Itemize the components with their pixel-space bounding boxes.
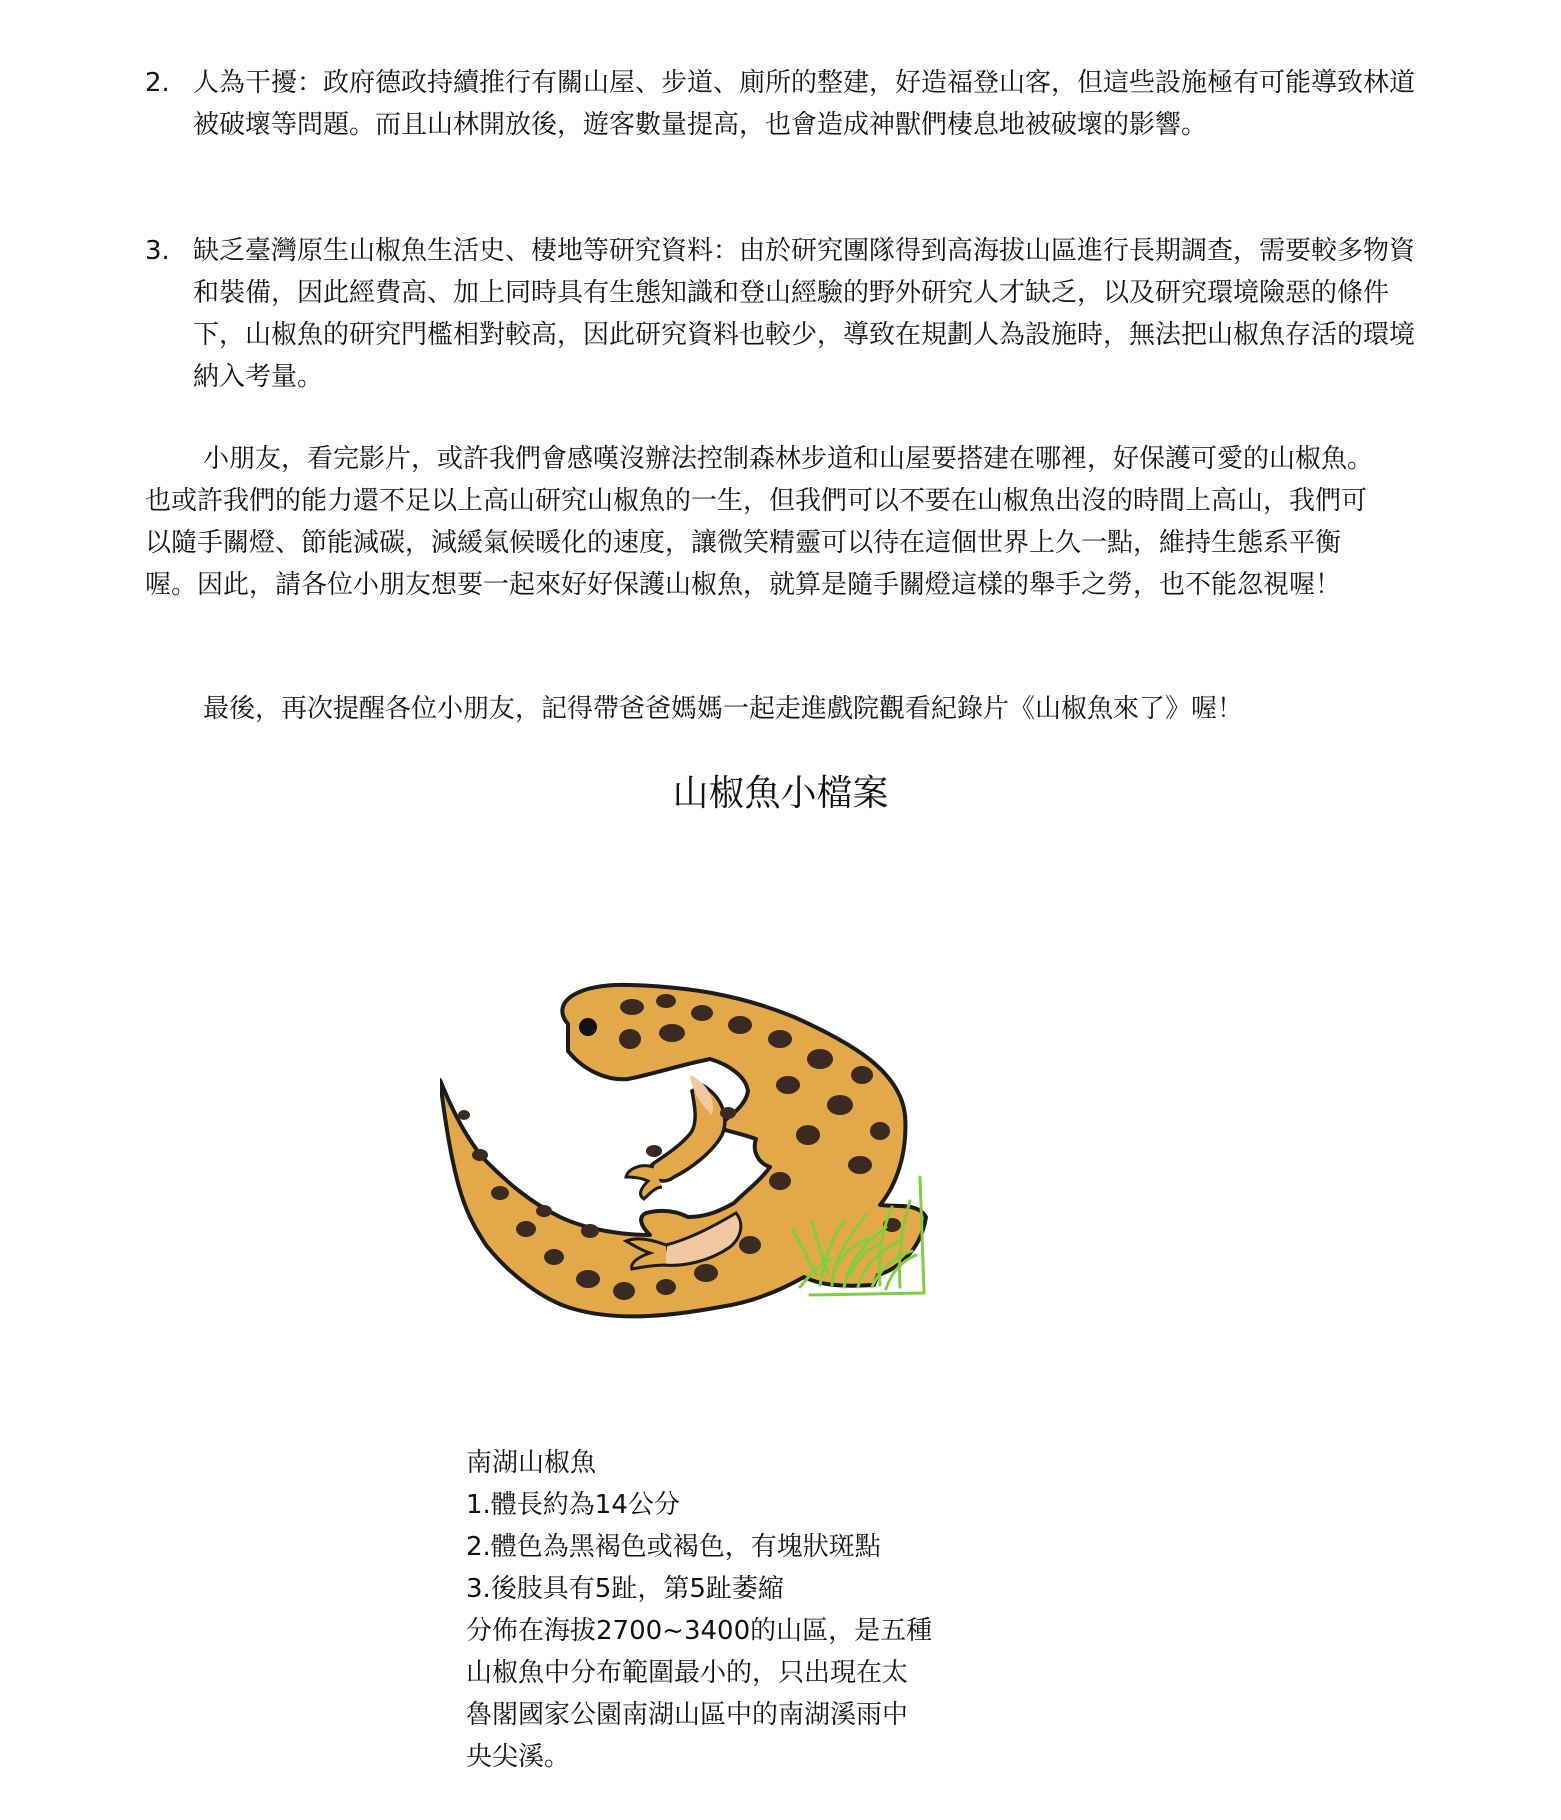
list-text: 缺乏臺灣原生山椒魚生活史、棲地等研究資料：由於研究團隊得到高海拔山區進行長期調查，需要較多物資和裝備，因此經費高、加上同時具有生態知識和登山經驗的野外研究人才缺乏，以及研究環境險惡的條件下，山椒魚的研究門檻相對較高，因此研究資料也較少，導致在規劃人為設施時，無法把山椒魚存活的環境納入考量。 [193,236,1416,392]
profile-fact: 3.後肢具有5趾，第5趾萎縮 [466,1574,784,1604]
list-item-3 [145,230,1415,398]
profile-distribution-line: 山椒魚中分布範圍最小的，只出現在太 [466,1658,909,1688]
closing-paragraph-2: 最後，再次提醒各位小朋友，記得帶爸爸媽媽一起走進戲院觀看紀錄片《山椒魚來了》喔！ [203,694,1244,724]
profile-fact: 1.體長約為14公分 [466,1490,680,1520]
closing-paragraph-1: 小朋友，看完影片，或許我們會感嘆沒辦法控制森林步道和山屋要搭建在哪裡，好保護可愛的山椒魚。也或許我們的能力還不足以上高山研究山椒魚的一生，但我們可以不要在山椒魚出沒的時間上高山，我們可以隨手關燈、節能減碳，減緩氣候暖化的速度，讓微笑精靈可以待在這個世界上久一點，維持生態系平衡喔。因此，請各位小朋友想要一起來好好保護山椒魚，就算是隨手關燈這樣的舉手之勞，也不能忽視喔！ [145,444,1374,600]
profile-distribution-line: 央尖溪。 [466,1742,571,1772]
profile-distribution-line: 分佈在海拔2700~3400的山區，是五種 [466,1616,933,1646]
profile-distribution-line: 魯閣國家公園南湖山區中的南湖溪雨中 [466,1700,909,1730]
profile-fact: 2.體色為黑褐色或褐色，有塊狀斑點 [466,1532,881,1562]
profile-name: 南湖山椒魚 [466,1448,597,1478]
salamander-profile [466,1442,986,1778]
salamander-illustration [440,955,1040,1355]
salamander-front-leg [649,1085,725,1181]
list-item-2 [145,62,1415,146]
list-text: 人為干擾：政府德政持續推行有關山屋、步道、廁所的整建，好造福登山客，但這些設施極有可能導致林道被破壞等問題。而且山林開放後，遊客數量提高，也會造成神獸們棲息地被破壞的影響。 [193,68,1416,140]
eye-icon [579,1018,597,1036]
list-number: 2. [145,68,170,98]
list-number: 3. [145,236,170,266]
section-title: 山椒魚小檔案 [672,773,889,814]
